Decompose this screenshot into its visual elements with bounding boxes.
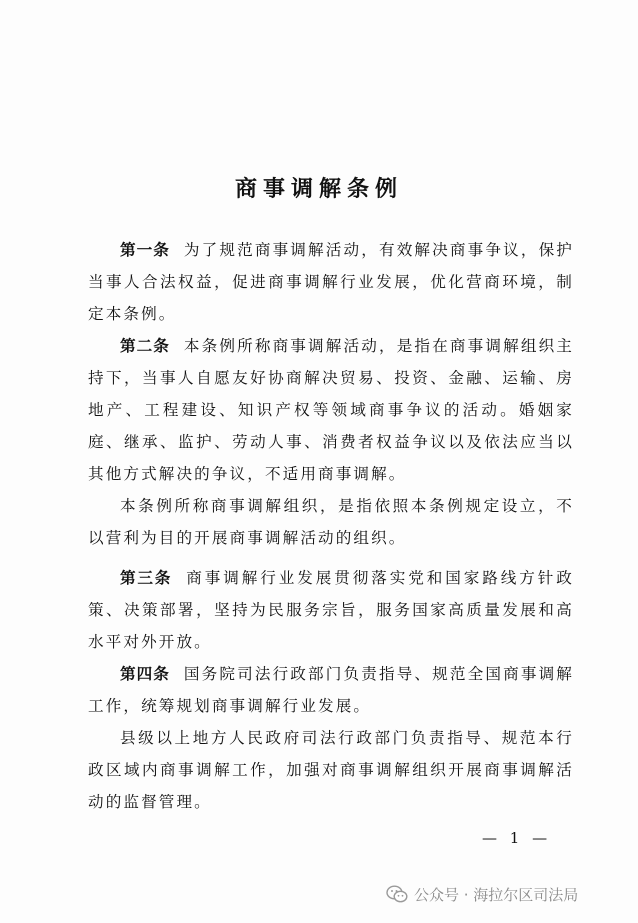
article-4 <box>88 658 574 722</box>
article-label: 第四条 <box>120 665 170 683</box>
article-4-paragraph-2 <box>88 722 574 818</box>
article-2-paragraph-2 <box>88 490 574 554</box>
article-label: 第二条 <box>120 337 170 355</box>
article-text: 国务院司法行政部门负责指导、规范全国商事调解工作，统筹规划商事调解行业发展。 <box>88 665 574 715</box>
article-1 <box>88 234 574 330</box>
article-label: 第三条 <box>120 569 173 587</box>
article-text: 本条例所称商事调解组织，是指依照本条例规定设立，不以营利为目的开展商事调解活动的组织。 <box>88 497 574 547</box>
article-text: 为了规范商事调解活动，有效解决商事争议，保护当事人合法权益，促进商事调解行业发展，优化营商环境，制定本条例。 <box>88 241 574 323</box>
page-number: — 1 — <box>482 829 552 847</box>
article-text: 商事调解行业发展贯彻落实党和国家路线方针政策、决策部署，坚持为民服务宗旨，服务国家高质量发展和高水平对外开放。 <box>88 569 574 651</box>
document-title: 商事调解条例 <box>234 177 403 202</box>
article-label: 第一条 <box>120 241 170 259</box>
article-text: 本条例所称商事调解活动，是指在商事调解组织主持下，当事人自愿友好协商解决贸易、投资、金融、运输、房地产、工程建设、知识产权等领域商事争议的活动。婚姻家庭、继承、监护、劳动人事、消费者权益争议以及依法应当以其他方式解决的争议，不适用商事调解。 <box>88 337 574 483</box>
watermark <box>386 881 578 907</box>
article-3 <box>88 562 574 658</box>
wechat-icon <box>386 885 408 903</box>
article-text: 县级以上地方人民政府司法行政部门负责指导、规范本行政区域内商事调解工作，加强对商事调解组织开展商事调解活动的监督管理。 <box>88 729 574 811</box>
article-2 <box>88 330 574 490</box>
watermark-text: 公众号 · 海拉尔区司法局 <box>414 885 579 904</box>
